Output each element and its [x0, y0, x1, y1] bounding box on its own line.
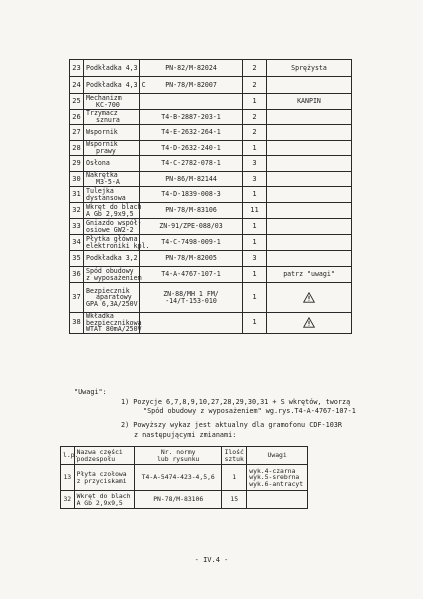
header-qty — [222, 447, 247, 465]
norm-line: -14/T-153-010 — [165, 296, 217, 305]
row-remarks-line: wyk.5-srebrna — [249, 473, 300, 482]
remarks — [267, 203, 352, 219]
part-name-line: GPA 6,3A/250V — [86, 299, 138, 308]
quantity: 2 — [243, 125, 267, 141]
item-number: 27 — [70, 125, 84, 141]
item-number: 30 — [70, 172, 84, 187]
parts-row — [70, 94, 352, 110]
parts-row — [70, 141, 352, 156]
norm-number — [140, 203, 243, 219]
norm-line: T4-E-2632-264-1 — [161, 128, 221, 137]
remarks — [267, 313, 352, 334]
remarks — [267, 125, 352, 141]
item-number: 28 — [70, 141, 84, 156]
part-name — [84, 60, 140, 77]
part-name-line: Gniazdo współ- — [86, 218, 142, 227]
changes-header-row — [61, 447, 308, 465]
norm-line: T4-C-7498-009-1 — [161, 238, 221, 247]
quantity: 1 — [243, 141, 267, 156]
row-name-line: Wkręt do blach — [76, 492, 131, 501]
changes-row — [61, 491, 308, 509]
part-name-line: elektroniki kpl. — [86, 241, 150, 250]
item-number: 29 — [70, 156, 84, 172]
row-remarks-line: wyk.4-czarna — [249, 466, 296, 475]
part-name-line: osiowe GW2-2 — [86, 225, 134, 234]
part-name — [84, 172, 140, 187]
quantity: 11 — [243, 203, 267, 219]
part-name-line: Wkręt do blach — [86, 202, 142, 211]
parts-row — [70, 219, 352, 235]
norm-number — [140, 125, 243, 141]
part-name-line: dystansowa — [86, 193, 126, 202]
remarks: patrz "uwagi" — [267, 267, 352, 283]
parts-row — [70, 125, 352, 141]
part-name — [84, 203, 140, 219]
row-norm: PN-78/M-83106 — [135, 491, 222, 509]
warning-triangle-icon — [303, 317, 315, 328]
norm-number — [140, 283, 243, 313]
item-number: 36 — [70, 267, 84, 283]
norm-line: T4-A-4767-107-1 — [161, 270, 221, 279]
item-number: 32 — [70, 203, 84, 219]
header-norm-line: lub rysunku — [157, 454, 200, 463]
row-name-line: z przyciskami — [76, 476, 127, 485]
parts-row — [70, 313, 352, 334]
quantity: 2 — [243, 110, 267, 125]
item-number: 34 — [70, 235, 84, 251]
parts-row — [70, 156, 352, 172]
item-number: 31 — [70, 187, 84, 203]
parts-row — [70, 235, 352, 251]
quantity: 1 — [243, 94, 267, 110]
header-norm-line: Nr. normy — [160, 448, 196, 457]
part-name — [84, 283, 140, 313]
row-name — [74, 491, 135, 509]
note-2-line-2: z następującymi zmianami: — [134, 431, 237, 439]
header-norm — [135, 447, 222, 465]
row-qty: 1 — [222, 465, 247, 491]
part-name-line: Wspornik — [86, 128, 118, 137]
quantity: 1 — [243, 219, 267, 235]
part-name-line: WTAT 80mA/250V — [86, 325, 142, 334]
page-number: - IV.4 - — [194, 556, 229, 564]
row-name-line: Płyta czołowa — [76, 470, 127, 479]
norm-number — [140, 141, 243, 156]
part-name-line: Trzymacz — [86, 109, 118, 118]
remarks — [267, 110, 352, 125]
remarks — [267, 141, 352, 156]
part-name — [84, 77, 146, 94]
item-number: 33 — [70, 219, 84, 235]
part-name-line: z wyposażeniem — [86, 273, 142, 282]
quantity: 1 — [243, 187, 267, 203]
parts-row — [70, 187, 352, 203]
norm-number — [140, 251, 243, 267]
part-name-line: A Gb 2,9x9,5 — [86, 209, 134, 218]
part-name-line: Podkładka 3,2 — [86, 254, 138, 263]
quantity: 3 — [243, 172, 267, 187]
norm-number — [140, 156, 243, 172]
part-name-line: Płytka główna — [86, 234, 138, 243]
header-lp: l.p. — [61, 447, 75, 465]
norm-line: ZN-91/ZPE-088/03 — [159, 222, 223, 231]
row-lp: 13 — [61, 465, 75, 491]
norm-number — [140, 267, 243, 283]
part-name-line: Podkładka 4,3 C — [86, 80, 146, 89]
part-name-line: Osłona — [86, 159, 110, 168]
note-1-line-2: "Spód obudowy z wyposażeniem" wg.rys.T4-A-4767-107-1 — [143, 407, 356, 415]
remarks — [267, 172, 352, 187]
changes-row — [61, 465, 308, 491]
remarks — [267, 156, 352, 172]
part-name-line: prawy — [96, 147, 116, 155]
row-remarks-line: wyk.6-antracyt — [249, 479, 304, 488]
quantity: 3 — [243, 156, 267, 172]
row-remarks — [247, 491, 308, 509]
quantity: 1 — [243, 235, 267, 251]
quantity: 3 — [243, 251, 267, 267]
part-name-line: M3-5-A — [96, 178, 120, 186]
part-name-line: KC-700 — [96, 100, 120, 109]
norm-number — [140, 172, 243, 187]
row-norm: T4-A-5474-423-4,5,6 — [135, 465, 222, 491]
part-name-line: aparatowy — [96, 293, 132, 302]
parts-row — [70, 110, 352, 125]
norm-line: PN-78/M-82005 — [165, 254, 217, 263]
remarks: Sprężysta — [267, 60, 352, 77]
part-name-line: bezpiecznikowa — [86, 318, 142, 327]
parts-table — [69, 59, 352, 334]
part-name — [84, 156, 140, 172]
norm-line: T4-B-2887-203-1 — [161, 112, 221, 121]
item-number: 26 — [70, 110, 84, 125]
norm-line: PN-86/M-82144 — [165, 174, 217, 183]
row-lp: 32 — [61, 491, 75, 509]
item-number: 25 — [70, 94, 84, 110]
part-name-line: Spód obudowy — [86, 266, 134, 275]
remarks — [267, 77, 352, 94]
remarks — [267, 235, 352, 251]
norm-number — [140, 187, 243, 203]
parts-row — [70, 267, 352, 283]
norm-number — [140, 77, 243, 94]
part-name-line: sznura — [96, 116, 120, 124]
parts-row — [70, 203, 352, 219]
part-name-line: Wkładka — [86, 312, 114, 320]
part-name-line: Bezpiecznik — [86, 286, 130, 295]
quantity: 1 — [243, 313, 267, 334]
note-1-line-1: 1) Pozycje 6,7,8,9,10,27,28,29,30,31 + S wkrętów, tworzą — [121, 398, 351, 406]
part-name — [84, 125, 140, 141]
part-name — [84, 94, 140, 110]
norm-line: PN-82/M-82024 — [165, 63, 217, 72]
part-name-line: Tulejka — [86, 186, 114, 195]
warning-triangle-icon — [303, 292, 315, 303]
note-2-line-1: 2) Powyższy wykaz jest aktualny dla gramofonu CDF-103R — [121, 421, 342, 429]
part-name — [84, 234, 150, 251]
quantity: 2 — [243, 60, 267, 77]
row-name — [74, 465, 135, 491]
norm-line: T4-D-1839-008-3 — [161, 190, 221, 199]
norm-line: ZN-88/MH 1 FM/ — [163, 289, 219, 298]
part-name — [84, 141, 140, 156]
remarks — [267, 187, 352, 203]
part-name — [84, 110, 140, 125]
header-name-line: podzespołu — [76, 454, 116, 463]
norm-number — [140, 235, 243, 251]
header-qty-line: Ilość — [224, 448, 244, 457]
part-name — [84, 187, 140, 203]
row-name-line: A Gb 2,9x9,5 — [76, 498, 123, 507]
parts-row — [70, 172, 352, 187]
notes-heading: "Uwagi": — [74, 388, 107, 396]
remarks — [267, 251, 352, 267]
norm-number — [140, 219, 243, 235]
part-name-line: Mechanizm — [86, 93, 122, 102]
item-number: 37 — [70, 283, 84, 313]
quantity: 1 — [243, 267, 267, 283]
norm-number — [140, 313, 243, 334]
part-name-line: Podkładka 4,3 — [86, 63, 138, 72]
part-name — [84, 313, 140, 334]
norm-number — [140, 110, 243, 125]
norm-number — [140, 60, 243, 77]
remarks — [267, 283, 352, 313]
part-name-line: Nakrętka — [86, 171, 118, 180]
parts-row — [70, 251, 352, 267]
quantity: 2 — [243, 77, 267, 94]
header-qty-line: sztuk — [224, 454, 244, 463]
norm-line: T4-C-2782-078-1 — [161, 159, 221, 168]
row-qty: 15 — [222, 491, 247, 509]
part-name — [84, 219, 140, 235]
norm-line: T4-D-2632-240-1 — [161, 143, 221, 152]
header-name-line: Nazwa części — [76, 448, 123, 457]
row-remarks — [247, 465, 308, 491]
norm-line: PN-78/M-83106 — [165, 206, 217, 215]
parts-row — [70, 60, 352, 77]
part-name — [84, 267, 140, 283]
part-name — [84, 251, 140, 267]
changes-table — [60, 446, 308, 509]
remarks: KANPIN — [267, 94, 352, 110]
parts-row — [70, 283, 352, 313]
norm-number — [140, 94, 243, 110]
part-name-line: Wspornik — [86, 140, 118, 149]
item-number: 23 — [70, 60, 84, 77]
item-number: 24 — [70, 77, 84, 94]
quantity: 1 — [243, 283, 267, 313]
norm-line: PN-78/M-82007 — [165, 80, 217, 89]
item-number: 38 — [70, 313, 84, 334]
header-name — [74, 447, 135, 465]
header-remarks: Uwagi — [247, 447, 308, 465]
remarks — [267, 219, 352, 235]
item-number: 35 — [70, 251, 84, 267]
parts-row — [70, 77, 352, 94]
